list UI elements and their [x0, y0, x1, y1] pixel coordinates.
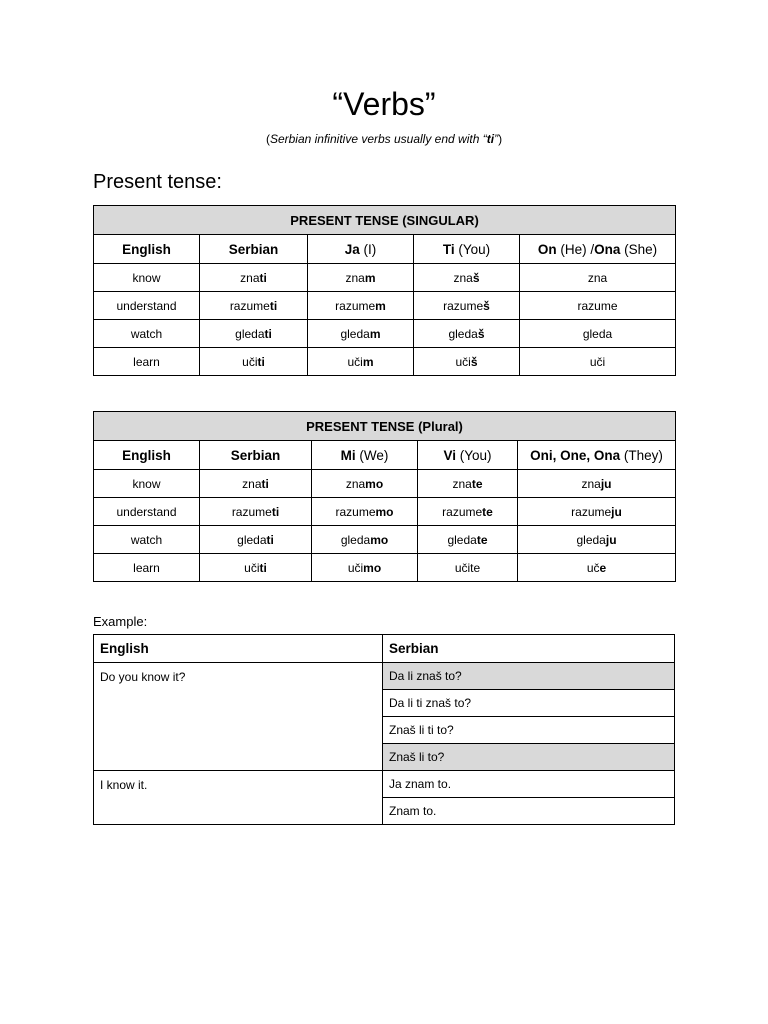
header-bold: English	[122, 447, 171, 463]
singular-header-cell	[520, 235, 676, 264]
example-label: Example:	[93, 614, 148, 629]
example-serbian-cell: Da li znaš to?	[383, 663, 675, 690]
verb-stem: zna	[587, 270, 608, 285]
singular-cell	[308, 292, 414, 320]
example-english-cell: Do you know it?	[94, 663, 383, 771]
verb-stem: razume	[443, 298, 484, 313]
verb-stem: understand	[116, 504, 177, 519]
header-bold: English	[122, 241, 171, 257]
verb-stem: know	[132, 476, 161, 491]
verb-stem: učite	[454, 560, 481, 575]
verb-stem: zna	[452, 476, 472, 491]
plural-cell	[94, 498, 200, 526]
singular-header-cell	[308, 235, 414, 264]
plural-row	[94, 526, 676, 554]
verb-ending: te	[471, 476, 483, 491]
verb-ending: ti	[261, 476, 269, 491]
verb-stem: razume	[229, 298, 270, 313]
subtitle-close-paren: )	[498, 132, 503, 146]
singular-caption: PRESENT TENSE (SINGULAR)	[94, 206, 676, 235]
header-bold: Vi	[443, 447, 456, 463]
header-bold: Ona	[594, 241, 621, 257]
verb-stem: understand	[116, 298, 177, 313]
plural-header-cell	[200, 441, 312, 470]
verb-stem: gleda	[237, 532, 267, 547]
plural-header-cell	[418, 441, 518, 470]
subtitle-close-quote: ”	[494, 132, 499, 146]
verb-ending: mo	[365, 476, 384, 491]
plural-cell	[94, 470, 200, 498]
singular-cell	[308, 320, 414, 348]
plural-cell	[200, 498, 312, 526]
plural-cell	[518, 470, 676, 498]
verb-ending: ti	[269, 298, 278, 313]
page-subtitle	[0, 132, 768, 146]
header-rest: (I)	[359, 241, 377, 257]
verb-ending: te	[476, 532, 488, 547]
verb-ending: š	[470, 354, 478, 369]
example-serbian-cell: Znam to.	[383, 798, 675, 825]
plural-cell	[418, 526, 518, 554]
plural-cell	[518, 498, 676, 526]
plural-header-cell	[94, 441, 200, 470]
verb-stem: gleda	[582, 326, 613, 341]
header-bold: Serbian	[228, 241, 279, 257]
plural-row	[94, 470, 676, 498]
singular-header-cell	[200, 235, 308, 264]
singular-cell	[94, 264, 200, 292]
verb-ending: te	[482, 504, 493, 519]
plural-cell	[94, 554, 200, 582]
header-bold: On	[537, 241, 557, 257]
plural-cell	[418, 470, 518, 498]
page-title: “Verbs”	[332, 86, 436, 122]
verb-ending: mo	[375, 504, 394, 519]
singular-cell	[200, 292, 308, 320]
plural-header-cell	[518, 441, 676, 470]
header-rest: (You)	[454, 241, 491, 257]
header-bold: Serbian	[230, 447, 281, 463]
subtitle-open-paren: (	[265, 132, 270, 146]
verb-stem: gleda	[235, 326, 265, 341]
example-serbian-cell: Ja znam to.	[383, 771, 675, 798]
plural-table	[93, 411, 676, 582]
plural-cell	[200, 554, 312, 582]
singular-cell	[520, 348, 676, 376]
verb-ending: ju	[600, 476, 612, 491]
header-rest: (They)	[620, 447, 663, 463]
singular-cell	[414, 348, 520, 376]
verb-ending: m	[364, 270, 376, 285]
header-rest: (He) /	[556, 241, 595, 257]
subtitle-text: Serbian infinitive verbs usually end with “	[269, 132, 487, 146]
plural-caption: PRESENT TENSE (Plural)	[94, 412, 676, 441]
verb-ending: e	[599, 560, 607, 575]
singular-header-cell	[94, 235, 200, 264]
verb-stem: uči	[242, 354, 258, 369]
plural-cell	[312, 526, 418, 554]
singular-cell	[520, 320, 676, 348]
verb-stem: zna	[345, 476, 366, 491]
verb-stem: uči	[455, 354, 471, 369]
verb-stem: know	[132, 270, 161, 285]
example-serbian-cell: Da li ti znaš to?	[383, 690, 675, 717]
singular-cell	[94, 292, 200, 320]
subtitle-ti: ti	[486, 132, 495, 146]
singular-row	[94, 264, 676, 292]
verb-stem: zna	[345, 270, 365, 285]
plural-header-row	[94, 441, 676, 470]
verb-ending: mo	[363, 560, 382, 575]
verb-stem: watch	[130, 326, 163, 341]
verb-stem: zna	[240, 270, 260, 285]
plural-cell	[312, 498, 418, 526]
header-rest: (You)	[455, 447, 492, 463]
plural-row	[94, 498, 676, 526]
section-heading: Present tense:	[93, 171, 222, 193]
header-rest: (She)	[620, 241, 658, 257]
singular-cell	[414, 320, 520, 348]
verb-ending: š	[477, 326, 485, 341]
verb-ending: ti	[266, 532, 274, 547]
verb-stem: uči	[589, 354, 606, 369]
verb-ending: š	[472, 270, 480, 285]
verb-ending: ju	[605, 532, 617, 547]
singular-cell	[520, 264, 676, 292]
verb-ending: mo	[370, 532, 389, 547]
header-bold: Ja	[344, 241, 360, 257]
example-serbian-cell: Znaš li ti to?	[383, 717, 675, 744]
singular-cell	[200, 348, 308, 376]
plural-cell	[200, 526, 312, 554]
verb-ending: ti	[271, 504, 280, 519]
verb-stem: uči	[347, 354, 363, 369]
singular-cell	[200, 320, 308, 348]
example-row	[94, 771, 675, 798]
verb-stem: learn	[133, 354, 160, 369]
verb-stem: razume	[335, 504, 376, 519]
plural-cell	[312, 554, 418, 582]
verb-stem: watch	[130, 532, 163, 547]
example-english-cell: I know it.	[94, 771, 383, 825]
verb-stem: gleda	[340, 326, 370, 341]
verb-stem: gleda	[340, 532, 371, 547]
example-row	[94, 663, 675, 690]
singular-cell	[308, 264, 414, 292]
singular-cell	[520, 292, 676, 320]
plural-cell	[418, 498, 518, 526]
singular-cell	[414, 292, 520, 320]
singular-header-row	[94, 235, 676, 264]
verb-stem: zna	[453, 270, 473, 285]
singular-cell	[414, 264, 520, 292]
singular-header-cell	[414, 235, 520, 264]
verb-stem: razume	[231, 504, 272, 519]
plural-cell	[200, 470, 312, 498]
verb-stem: uči	[244, 560, 260, 575]
example-header-english: English	[94, 635, 383, 663]
example-header-serbian: Serbian	[383, 635, 675, 663]
singular-cell	[200, 264, 308, 292]
verb-stem: razume	[442, 504, 483, 519]
verb-stem: uč	[586, 560, 600, 575]
singular-row	[94, 348, 676, 376]
verb-stem: razume	[571, 504, 612, 519]
verb-stem: zna	[242, 476, 262, 491]
header-rest: (We)	[355, 447, 389, 463]
header-bold: Mi	[340, 447, 356, 463]
verb-ending: š	[483, 298, 490, 313]
singular-table	[93, 205, 676, 376]
verb-stem: gleda	[448, 326, 478, 341]
verb-stem: learn	[133, 560, 160, 575]
plural-header-cell	[312, 441, 418, 470]
plural-cell	[518, 526, 676, 554]
singular-cell	[308, 348, 414, 376]
example-table	[93, 634, 675, 825]
verb-ending: ti	[259, 560, 267, 575]
verb-ending: m	[362, 354, 374, 369]
verb-stem: uči	[347, 560, 364, 575]
singular-row	[94, 320, 676, 348]
header-bold: Oni, One, Ona	[530, 447, 621, 463]
plural-row	[94, 554, 676, 582]
singular-cell	[94, 348, 200, 376]
singular-row	[94, 292, 676, 320]
verb-ending: m	[375, 298, 386, 313]
plural-cell	[94, 526, 200, 554]
plural-cell	[418, 554, 518, 582]
singular-cell	[94, 320, 200, 348]
header-bold: Ti	[442, 241, 455, 257]
verb-stem: gleda	[447, 532, 477, 547]
verb-ending: ti	[259, 270, 267, 285]
verb-stem: razume	[335, 298, 376, 313]
plural-cell	[312, 470, 418, 498]
plural-cell	[518, 554, 676, 582]
verb-stem: gleda	[576, 532, 606, 547]
verb-ending: ti	[257, 354, 265, 369]
verb-ending: m	[369, 326, 381, 341]
verb-ending: ju	[611, 504, 622, 519]
verb-stem: razume	[577, 298, 618, 313]
verb-ending: ti	[264, 326, 272, 341]
example-serbian-cell: Znaš li to?	[383, 744, 675, 771]
verb-stem: zna	[581, 476, 601, 491]
